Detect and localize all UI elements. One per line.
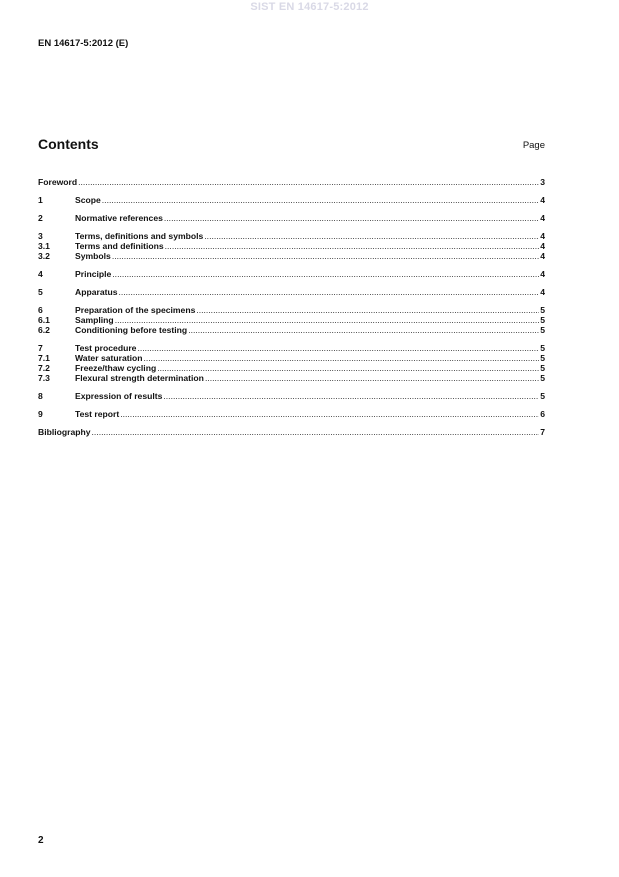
toc-entry-title: Preparation of the specimens (75, 305, 196, 315)
toc-entry-page: 5 (540, 391, 545, 401)
toc-entry-page: 5 (540, 325, 545, 335)
toc-dot-leader (196, 305, 539, 315)
toc-entry[interactable] (38, 409, 545, 419)
toc-entry-number: 2 (38, 213, 43, 223)
toc-dot-leader (157, 363, 539, 373)
toc-entry-number: 5 (38, 287, 43, 297)
toc-entry[interactable] (38, 269, 545, 279)
toc-entry-page: 5 (540, 373, 545, 383)
toc-entry[interactable] (38, 315, 545, 325)
contents-heading: Contents (38, 136, 99, 152)
toc-entry-number: 3.1 (38, 241, 50, 251)
toc-entry-title: Scope (75, 195, 101, 205)
toc-entry-number: 3 (38, 231, 43, 241)
toc-entry-number: 7.2 (38, 363, 50, 373)
toc-entry[interactable] (38, 363, 545, 373)
toc-entry[interactable] (38, 213, 545, 223)
toc-entry[interactable] (38, 195, 545, 205)
toc-entry-title: Sampling (75, 315, 114, 325)
toc-entry[interactable] (38, 373, 545, 383)
toc-entry-title: Apparatus (75, 287, 118, 297)
page-column-label: Page (522, 140, 545, 151)
toc-entry[interactable] (38, 231, 545, 241)
toc-dot-leader (102, 195, 539, 205)
table-of-contents (38, 177, 545, 437)
toc-entry-number: 6.1 (38, 315, 50, 325)
toc-entry-page: 4 (540, 287, 545, 297)
toc-entry-number: 6 (38, 305, 43, 315)
toc-entry-page: 5 (540, 353, 545, 363)
toc-entry-number: 6.2 (38, 325, 50, 335)
toc-entry-title: Test procedure (75, 343, 137, 353)
toc-entry-title: Foreword (38, 177, 78, 187)
toc-entry-page: 3 (540, 177, 545, 187)
toc-entry-number: 4 (38, 269, 43, 279)
toc-dot-leader (115, 315, 540, 325)
toc-entry-title: Normative references (75, 213, 163, 223)
toc-entry-title: Principle (75, 269, 112, 279)
toc-entry-number: 3.2 (38, 251, 50, 261)
toc-entry-title: Water saturation (75, 353, 143, 363)
toc-entry-page: 7 (540, 427, 545, 437)
toc-dot-leader (164, 213, 539, 223)
toc-entry-title: Bibliography (38, 427, 91, 437)
toc-entry[interactable] (38, 391, 545, 401)
toc-entry[interactable] (38, 353, 545, 363)
toc-dot-leader (144, 353, 540, 363)
toc-entry-title: Symbols (75, 251, 111, 261)
toc-entry-page: 6 (540, 409, 545, 419)
toc-entry-number: 7.3 (38, 373, 50, 383)
toc-entry-page: 4 (540, 241, 545, 251)
toc-dot-leader (188, 325, 539, 335)
toc-dot-leader (165, 241, 540, 251)
toc-dot-leader (92, 427, 540, 437)
toc-entry-title: Freeze/thaw cycling (75, 363, 157, 373)
toc-entry-page: 5 (540, 363, 545, 373)
toc-entry[interactable] (38, 305, 545, 315)
toc-entry-number: 1 (38, 195, 43, 205)
toc-entry-number: 7.1 (38, 353, 50, 363)
toc-entry-page: 4 (540, 195, 545, 205)
toc-dot-leader (120, 409, 539, 419)
toc-entry-title: Conditioning before testing (75, 325, 188, 335)
toc-entry-title: Expression of results (75, 391, 163, 401)
toc-dot-leader (112, 269, 539, 279)
toc-entry[interactable] (38, 343, 545, 353)
toc-entry[interactable] (38, 287, 545, 297)
toc-entry-title: Test report (75, 409, 120, 419)
toc-entry[interactable] (38, 241, 545, 251)
toc-entry-number: 9 (38, 409, 43, 419)
toc-dot-leader (119, 287, 540, 297)
toc-entry-title: Flexural strength determination (75, 373, 204, 383)
toc-entry-page: 5 (540, 343, 545, 353)
toc-dot-leader (137, 343, 539, 353)
toc-entry-number: 8 (38, 391, 43, 401)
toc-dot-leader (163, 391, 539, 401)
toc-entry-page: 5 (540, 315, 545, 325)
toc-dot-leader (112, 251, 539, 261)
toc-entry[interactable] (38, 251, 545, 261)
toc-entry-title: Terms and definitions (75, 241, 164, 251)
toc-dot-leader (204, 231, 539, 241)
toc-entry-page: 4 (540, 213, 545, 223)
toc-entry[interactable] (38, 325, 545, 335)
toc-entry-page: 4 (540, 231, 545, 241)
document-reference: EN 14617-5:2012 (E) (38, 38, 129, 49)
toc-entry-title: Terms, definitions and symbols (75, 231, 204, 241)
toc-entry[interactable] (38, 177, 545, 187)
toc-entry[interactable] (38, 427, 545, 437)
toc-entry-page: 4 (540, 251, 545, 261)
toc-entry-number: 7 (38, 343, 43, 353)
page-number: 2 (38, 835, 44, 846)
toc-entry-page: 5 (540, 305, 545, 315)
toc-dot-leader (205, 373, 539, 383)
watermark-text: SIST EN 14617-5:2012 (250, 1, 369, 13)
toc-entry-page: 4 (540, 269, 545, 279)
toc-dot-leader (78, 177, 539, 187)
